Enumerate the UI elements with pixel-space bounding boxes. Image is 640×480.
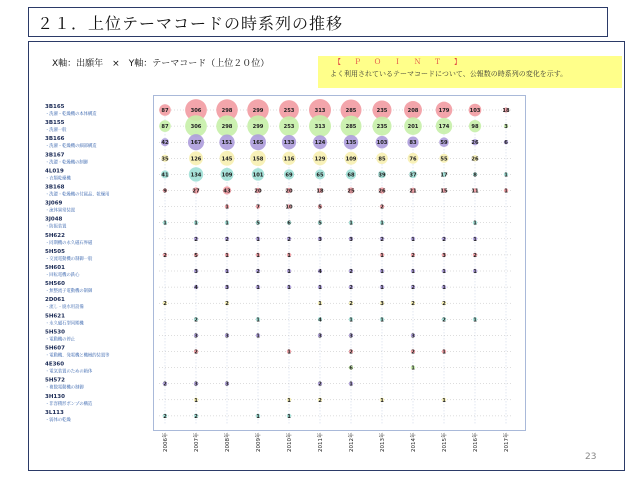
bubble-value-label: 2	[163, 252, 167, 259]
bubble-value-label: 7	[256, 204, 260, 211]
bubble-value-label: 2	[194, 349, 198, 356]
bubble-value-label: 1	[380, 252, 384, 259]
bubble-value-label: 2	[287, 236, 291, 243]
row-desc-label: ・非容積形ポンプの構造	[45, 401, 93, 407]
row-code-label: 3L113	[45, 409, 64, 416]
x-tick-label: 2015年	[442, 432, 448, 452]
bubble-value-label: 285	[345, 124, 357, 131]
row-desc-label: ・無整流子電動機の制御	[45, 289, 93, 295]
bubble-value-label: 3	[194, 333, 198, 340]
row-desc-label: ・電動機の停止	[45, 337, 76, 343]
bubble-value-label: 2	[349, 269, 353, 275]
bubble-value-label: 298	[221, 108, 233, 114]
bubble-value-label: 2	[194, 236, 198, 243]
page-number: 23	[585, 452, 597, 462]
x-tick-label: 2008年	[225, 432, 231, 452]
bubble-value-label: 20	[254, 188, 262, 195]
row-desc-label: ・防振装置	[45, 224, 67, 230]
bubble-value-label: 126	[190, 156, 202, 163]
bubble-value-label: 4	[318, 269, 322, 275]
bubble-value-label: 26	[378, 188, 386, 195]
bubble-value-label: 98	[471, 124, 479, 131]
bubble-value-label: 1	[442, 285, 446, 292]
bubble-value-label: 3	[504, 124, 508, 131]
bubble-value-label: 1	[256, 413, 260, 420]
bubble-value-label: 1	[256, 236, 260, 243]
bubble-value-label: 2	[411, 252, 415, 259]
bubble-value-label: 235	[376, 108, 388, 114]
bubble-value-label: 151	[221, 140, 233, 147]
bubble-value-label: 298	[221, 124, 233, 131]
bubble-value-label: 201	[407, 124, 419, 131]
row-desc-label: ・衣類乾燥機	[45, 176, 71, 182]
bubble-value-label: 109	[345, 156, 357, 163]
bubble-value-label: 10	[285, 204, 293, 211]
bubble-value-label: 6	[287, 220, 291, 227]
bubble-value-label: 2	[349, 285, 353, 292]
bubble-value-label: 2	[225, 301, 229, 308]
bubble-value-label: 1	[287, 349, 291, 356]
bubble-value-label: 20	[285, 188, 293, 195]
bubble-value-label: 1	[473, 220, 477, 227]
bubble-value-label: 25	[347, 188, 355, 195]
bubble-value-label: 59	[440, 140, 448, 147]
bubble-value-label: 3	[349, 333, 353, 340]
bubble-value-label: 2	[349, 349, 353, 356]
bubble-value-label: 313	[314, 108, 326, 114]
bubble-value-label: 1	[225, 220, 229, 227]
bubble-value-label: 2	[380, 236, 384, 243]
bubble-value-label: 18	[316, 188, 324, 195]
bubble-value-label: 2	[411, 349, 415, 356]
bubble-value-label: 306	[190, 124, 202, 131]
bubble-value-label: 83	[409, 140, 417, 147]
bubble-value-label: 3	[318, 333, 322, 340]
row-code-label: 3H130	[45, 393, 65, 400]
bubble-value-label: 9	[163, 188, 167, 195]
bubble-value-label: 2	[318, 397, 322, 404]
bubble-value-label: 1	[163, 220, 167, 227]
x-tick-label: 2013年	[380, 432, 386, 452]
bubble-value-label: 2	[411, 301, 415, 308]
bubble-value-label: 1	[225, 204, 229, 211]
row-code-label: 3B166	[45, 136, 65, 143]
bubble-value-label: 2	[442, 301, 446, 308]
bubble-value-label: 2	[163, 381, 167, 388]
bubble-value-label: 1	[194, 220, 198, 227]
page-title: ２１．上位テーマコードの時系列の推移	[37, 14, 344, 33]
bubble-value-label: 4	[194, 285, 198, 292]
bubble-value-label: 39	[378, 172, 386, 179]
bubble-value-label: 2	[194, 317, 198, 324]
bubble-value-label: 3	[194, 381, 198, 388]
bubble-value-label: 35	[161, 156, 169, 163]
row-code-label: 3B167	[45, 152, 65, 159]
row-desc-label: ・同期機の永久磁石界磁	[45, 240, 93, 246]
row-code-label: 5H560	[45, 281, 65, 288]
bubble-value-label: 1	[287, 397, 291, 404]
bubble-value-label: 2	[442, 317, 446, 324]
bubble-value-label: 1	[349, 381, 353, 388]
bubble-value-label: 5	[318, 220, 322, 227]
bubble-value-label: 1	[287, 285, 291, 292]
bubble-value-label: 8	[473, 172, 477, 179]
bubble-value-label: 1	[442, 349, 446, 356]
bubble-value-label: 1	[349, 220, 353, 227]
bubble-value-label: 26	[471, 156, 479, 163]
row-desc-label: ・回転電機の鉄心	[45, 273, 80, 278]
bubble-value-label: 116	[283, 156, 295, 163]
row-code-label: 5H621	[45, 313, 65, 320]
row-code-label: 5H505	[45, 248, 65, 255]
bubble-value-label: 27	[192, 188, 200, 195]
x-tick-label: 2017年	[504, 432, 510, 452]
bubble-value-label: 1	[380, 220, 384, 227]
bubble-value-label: 1	[194, 397, 198, 404]
row-desc-label: ・洗濯・乾燥機の細部構造	[45, 144, 97, 150]
bubble-value-label: 129	[314, 156, 326, 163]
bubble-value-label: 208	[407, 108, 419, 114]
bubble-value-label: 158	[252, 156, 264, 163]
bubble-value-label: 2	[318, 381, 322, 388]
bubble-value-label: 2	[163, 301, 167, 308]
bubble-value-label: 3	[225, 381, 229, 388]
bubble-value-label: 2	[256, 269, 260, 275]
bubble-value-label: 2	[473, 252, 477, 259]
bubble-value-label: 55	[440, 156, 448, 163]
row-code-label: 3B165	[45, 104, 65, 110]
bubble-value-label: 85	[378, 156, 386, 163]
row-code-label: 5H572	[45, 377, 65, 384]
bubble-value-label: 1	[256, 252, 260, 259]
bubble-value-label: 3	[225, 333, 229, 340]
row-code-label: 4E360	[45, 361, 65, 368]
bubble-value-label: 1	[411, 236, 415, 243]
bubble-value-label: 6	[349, 365, 353, 372]
x-tick-label: 2014年	[411, 432, 417, 452]
bubble-value-label: 37	[409, 172, 417, 179]
bubble-value-label: 174	[438, 124, 450, 131]
point-heading: 【 Ｐ Ｏ Ｉ Ｎ Ｔ 】	[334, 58, 464, 66]
bubble-value-label: 101	[252, 172, 264, 179]
x-tick-label: 2011年	[318, 432, 324, 452]
bubble-value-label: 1	[287, 252, 291, 259]
bubble-value-label: 2	[349, 301, 353, 308]
bubble-value-label: 1	[380, 269, 384, 275]
bubble-value-label: 2	[163, 413, 167, 420]
bubble-value-label: 1	[473, 269, 477, 275]
bubble-value-label: 235	[376, 124, 388, 131]
bubble-value-label: 1	[380, 317, 384, 324]
row-desc-label: ・永久磁石型同期機	[45, 321, 84, 327]
x-tick-label: 2006年	[163, 432, 169, 452]
bubble-value-label: 2	[380, 204, 384, 211]
bubble-value-label: 313	[314, 124, 326, 131]
bubble-value-label: 4	[318, 317, 322, 324]
bubble-value-label: 69	[285, 172, 293, 179]
row-desc-label: ・弱体の乾燥	[45, 417, 71, 423]
bubble-value-label: 1	[349, 317, 353, 324]
bubble-value-label: 3	[225, 285, 229, 292]
row-code-label: 5H607	[45, 345, 65, 352]
bubble-value-label: 5	[318, 204, 322, 211]
row-desc-label: ・洗濯一般	[45, 128, 67, 134]
bubble-value-label: 2	[225, 236, 229, 243]
bubble-value-label: 87	[161, 108, 169, 114]
bubble-value-label: 42	[161, 140, 169, 147]
bubble-value-label: 124	[314, 140, 326, 147]
bubble-value-label: 3	[318, 236, 322, 243]
axis-note: X軸：出願年 × Y軸：テーマコード（上位２０位）	[52, 59, 270, 69]
row-desc-label: ・電気装置のための箱体	[45, 369, 93, 375]
bubble-value-label: 1	[256, 333, 260, 340]
row-desc-label: ・交流電動機の制御一般	[45, 256, 93, 262]
bubble-value-label: 103	[376, 140, 388, 147]
bubble-value-label: 41	[161, 172, 169, 179]
bubble-value-label: 1	[411, 365, 415, 372]
bubble-value-label: 76	[409, 156, 417, 163]
row-code-label: 5H601	[45, 265, 65, 271]
x-tick-label: 2010年	[287, 432, 293, 452]
bubble-value-label: 87	[161, 124, 169, 131]
bubble-value-label: 135	[345, 140, 357, 147]
bubble-value-label: 179	[438, 108, 450, 114]
bubble-value-label: 5	[256, 220, 260, 227]
bubble-value-label: 3	[194, 269, 198, 275]
bubble-value-label: 1	[473, 317, 477, 324]
bubble-value-label: 299	[252, 124, 264, 131]
bubble-value-label: 1	[318, 285, 322, 292]
bubble-value-label: 299	[252, 108, 264, 114]
bubble-value-label: 3	[380, 301, 384, 308]
bubble-value-label: 43	[223, 188, 231, 195]
bubble-value-label: 1	[442, 269, 446, 275]
x-tick-label: 2016年	[473, 432, 479, 452]
row-code-label: 3J069	[45, 200, 63, 207]
x-tick-label: 2009年	[256, 432, 262, 452]
bubble-value-label: 1	[380, 285, 384, 292]
bubble-value-label: 103	[469, 108, 481, 114]
bubble-value-label: 1	[411, 269, 415, 275]
bubble-value-label: 3	[442, 252, 446, 259]
bubble-value-label: 15	[440, 188, 448, 195]
bubble-value-label: 1	[256, 285, 260, 292]
bubble-value-label: 253	[283, 108, 295, 114]
bubble-value-label: 1	[504, 172, 508, 179]
row-code-label: 3B168	[45, 184, 65, 191]
bubble-value-label: 1	[442, 397, 446, 404]
bubble-value-label: 285	[345, 108, 357, 114]
bubble-value-label: 6	[504, 140, 508, 147]
bubble-value-label: 1	[225, 252, 229, 259]
bubble-value-label: 1	[287, 413, 291, 420]
bubble-value-label: 306	[190, 108, 202, 114]
bubble-value-label: 145	[221, 156, 233, 163]
bubble-value-label: 5	[194, 252, 198, 259]
row-desc-label: ・流し・廃水用設備	[45, 305, 84, 311]
row-code-label: 3J048	[45, 216, 63, 223]
row-desc-label: ・洗濯・乾燥機の本体構造	[45, 112, 97, 117]
bubble-value-label: 133	[283, 140, 295, 147]
bubble-value-label: 11	[471, 188, 479, 195]
bubble-value-label: 1	[504, 188, 508, 195]
bubble-value-label: 21	[409, 188, 417, 195]
bubble-value-label: 1	[380, 397, 384, 404]
row-code-label: 4L019	[45, 168, 64, 175]
bubble-value-label: 1	[473, 236, 477, 243]
bubble-value-label: 134	[190, 172, 202, 179]
bubble-value-label: 26	[471, 140, 479, 147]
bubble-value-label: 2	[411, 285, 415, 292]
bubble-value-label: 68	[347, 172, 355, 179]
bubble-value-label: 167	[190, 140, 202, 147]
row-desc-label: ・電動機、発電機と機械的装置等	[45, 353, 110, 359]
bubble-value-label: 3	[349, 236, 353, 243]
bubble-value-label: 109	[221, 172, 233, 179]
row-desc-label: ・洗濯・乾燥機の制御	[45, 160, 88, 166]
row-code-label: 3B155	[45, 120, 65, 127]
row-code-label: 5H622	[45, 232, 65, 239]
x-tick-label: 2012年	[349, 432, 355, 452]
bubble-value-label: 2	[194, 413, 198, 420]
row-desc-label: ・流体異常装置	[45, 208, 76, 214]
x-tick-label: 2007年	[194, 432, 200, 452]
bubble-value-label: 1	[256, 317, 260, 324]
bubble-value-label: 1	[225, 269, 229, 275]
point-text: よく利用されているテーマコードについて、公報数の時系列の変化を示す。	[330, 70, 568, 78]
row-code-label: 2D061	[45, 297, 65, 304]
bubble-value-label: 1	[287, 269, 291, 275]
bubble-value-label: 3	[411, 333, 415, 340]
row-code-label: 5H530	[45, 329, 65, 336]
bubble-value-label: 18	[502, 108, 510, 114]
bubble-value-label: 253	[283, 124, 295, 131]
bubble-value-label: 165	[252, 140, 264, 147]
bubble-value-label: 2	[442, 236, 446, 243]
bubble-value-label: 1	[318, 301, 322, 308]
bubble-value-label: 17	[440, 172, 448, 179]
row-desc-label: ・複数電動機の制御	[45, 385, 84, 391]
bubble-value-label: 65	[316, 172, 324, 179]
row-desc-label: ・洗濯・乾燥機の付属品、乾燥用	[45, 192, 110, 198]
